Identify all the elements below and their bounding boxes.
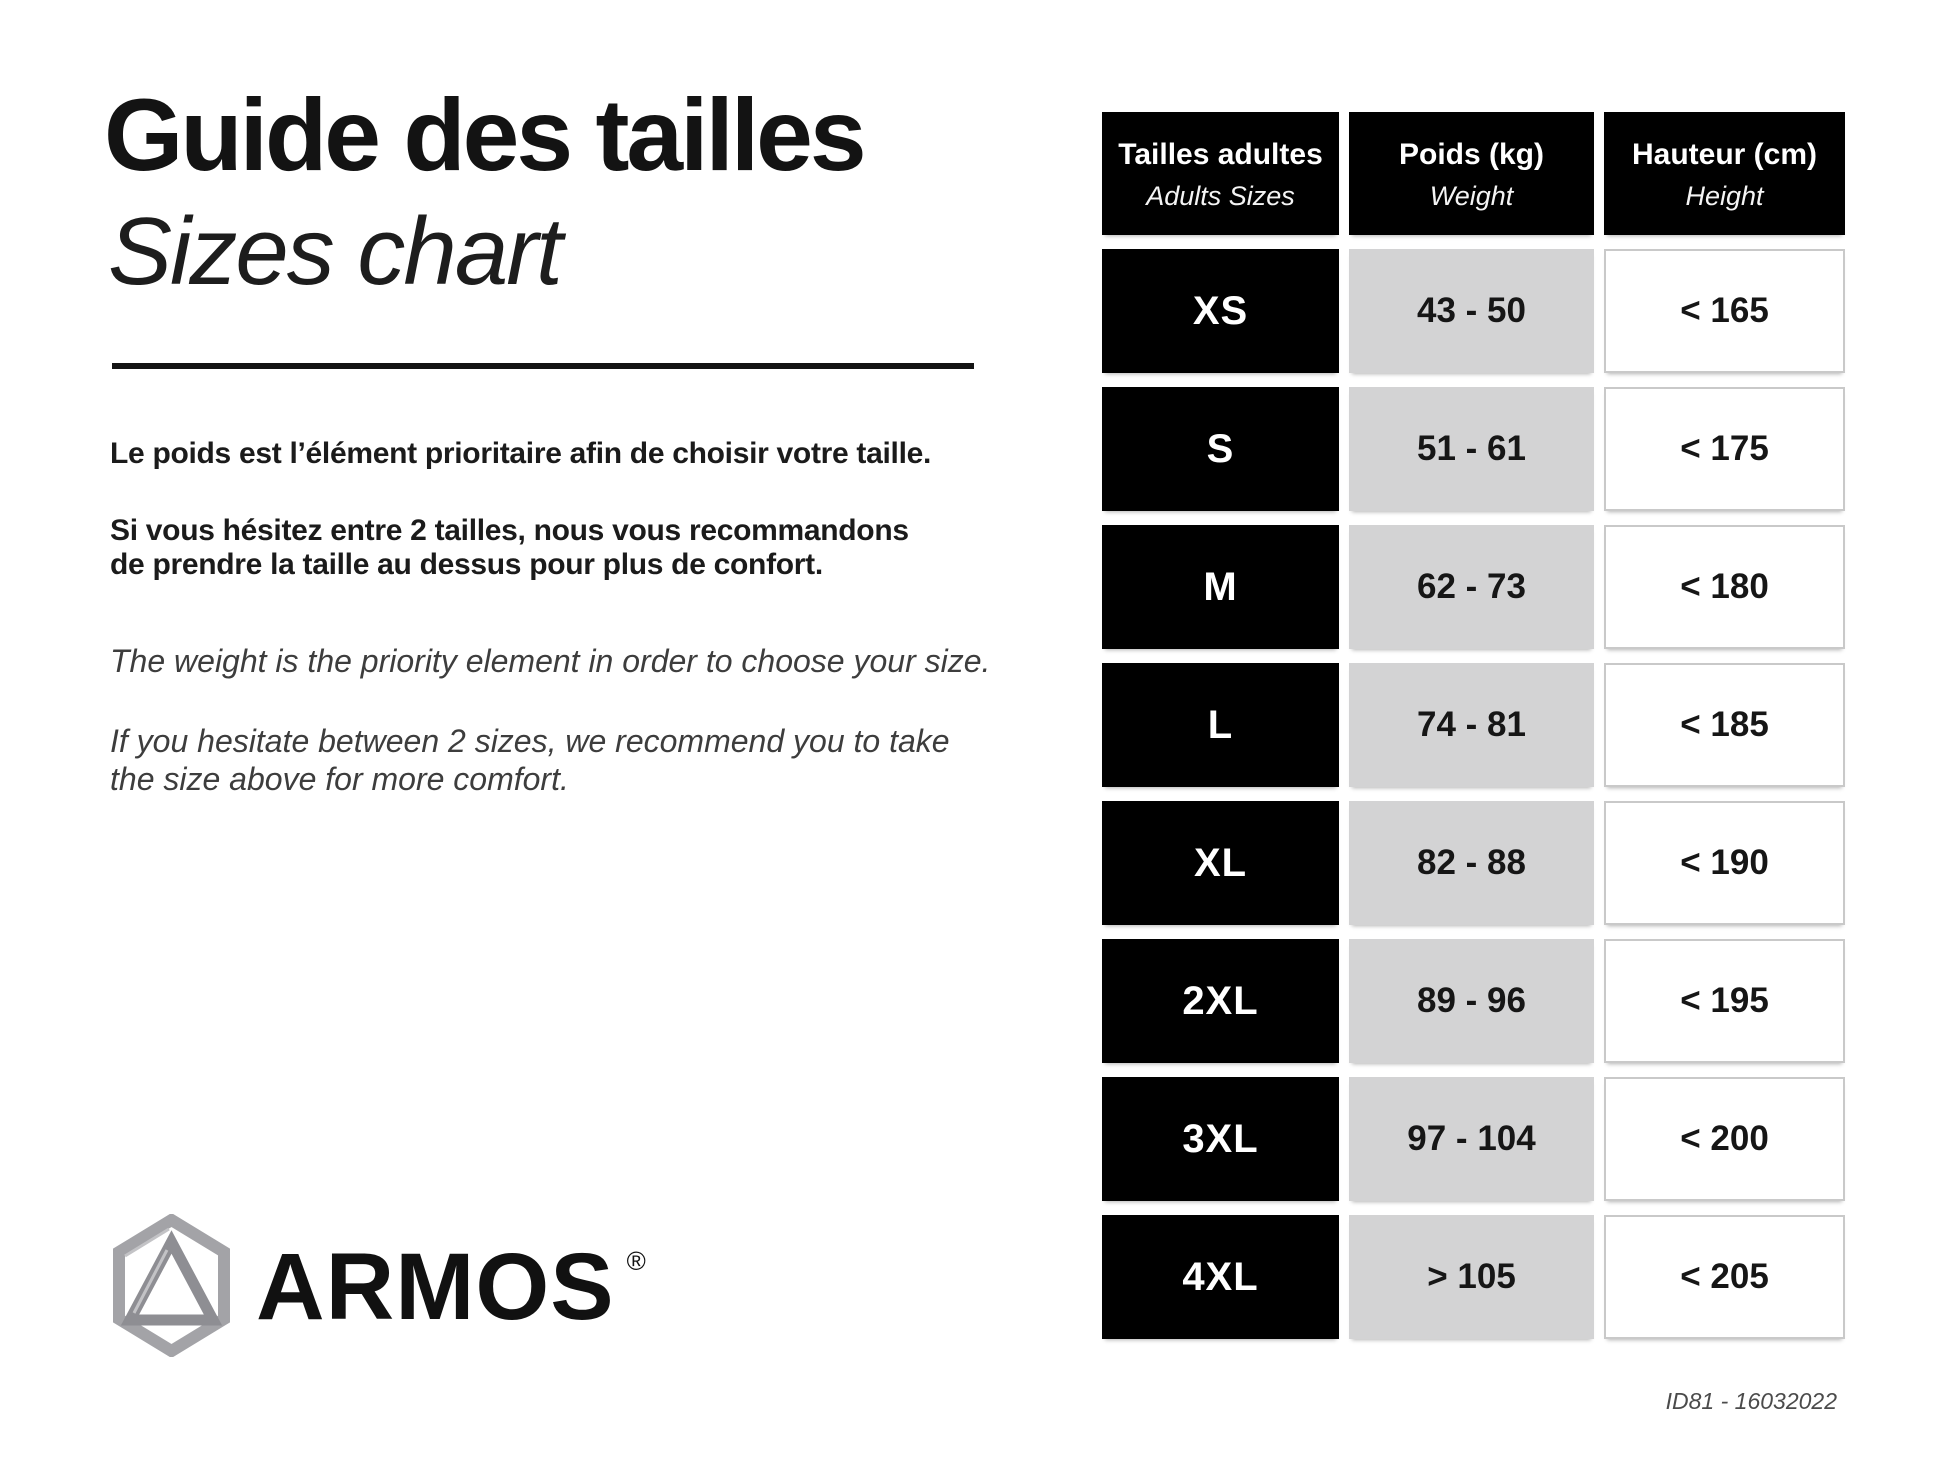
intro-en-paragraph-2 xyxy=(110,722,950,798)
intro-fr-paragraph-2-line-2: de prendre la taille au dessus pour plus de confort. xyxy=(110,548,823,581)
height-cell: < 185 xyxy=(1604,663,1845,787)
height-cell: < 165 xyxy=(1604,249,1845,373)
weight-cell: 62 - 73 xyxy=(1349,525,1594,649)
armos-logo xyxy=(111,1216,646,1359)
weight-cell: > 105 xyxy=(1349,1215,1594,1339)
page-title-fr: Guide des tailles xyxy=(104,78,864,192)
height-cell: < 205 xyxy=(1604,1215,1845,1339)
weight-cell: 51 - 61 xyxy=(1349,387,1594,511)
height-cell: < 200 xyxy=(1604,1077,1845,1201)
size-cell: 4XL xyxy=(1102,1215,1339,1339)
intro-fr-paragraph-2 xyxy=(110,514,909,582)
intro-en-paragraph-2-line-2: the size above for more comfort. xyxy=(110,761,569,797)
size-cell: L xyxy=(1102,663,1339,787)
height-cell: < 175 xyxy=(1604,387,1845,511)
size-cell: XS xyxy=(1102,249,1339,373)
weight-cell: 82 - 88 xyxy=(1349,801,1594,925)
size-table xyxy=(1102,112,1845,1339)
column-header-height-en: Height xyxy=(1685,180,1764,211)
intro-en-paragraph-1: The weight is the priority element in order to choose your size. xyxy=(110,643,991,679)
weight-cell: 97 - 104 xyxy=(1349,1077,1594,1201)
page-title-en: Sizes chart xyxy=(108,198,561,305)
column-header-sizes-fr: Tailles adultes xyxy=(1118,137,1323,171)
height-cell: < 195 xyxy=(1604,939,1845,1063)
column-header-height xyxy=(1604,112,1845,235)
intro-en-paragraph-2-line-1: If you hesitate between 2 sizes, we recommend you to take xyxy=(110,723,950,759)
registered-trademark-symbol: ® xyxy=(626,1246,646,1276)
size-cell: XL xyxy=(1102,801,1339,925)
size-cell: S xyxy=(1102,387,1339,511)
divider-rule xyxy=(112,363,974,369)
armos-wordmark: ARMOS xyxy=(256,1234,615,1340)
intro-fr-paragraph-1: Le poids est l’élément prioritaire afin de choisir votre taille. xyxy=(110,437,932,470)
column-header-sizes-en: Adults Sizes xyxy=(1146,180,1295,211)
intro-fr-paragraph-2-line-1: Si vous hésitez entre 2 tailles, nous vous recommandons xyxy=(110,514,909,547)
weight-cell: 74 - 81 xyxy=(1349,663,1594,787)
size-cell: M xyxy=(1102,525,1339,649)
column-header-weight xyxy=(1349,112,1594,235)
size-cell: 3XL xyxy=(1102,1077,1339,1201)
document-ref: ID81 - 16032022 xyxy=(1665,1388,1837,1414)
column-header-weight-fr: Poids (kg) xyxy=(1398,137,1544,171)
size-cell: 2XL xyxy=(1102,939,1339,1063)
height-cell: < 180 xyxy=(1604,525,1845,649)
column-header-sizes xyxy=(1102,112,1339,235)
weight-cell: 89 - 96 xyxy=(1349,939,1594,1063)
armos-hexagon-triangle-icon xyxy=(111,1214,232,1362)
height-cell: < 190 xyxy=(1604,801,1845,925)
weight-cell: 43 - 50 xyxy=(1349,249,1594,373)
column-header-weight-en: Weight xyxy=(1429,180,1514,211)
column-header-height-fr: Hauteur (cm) xyxy=(1631,137,1818,171)
